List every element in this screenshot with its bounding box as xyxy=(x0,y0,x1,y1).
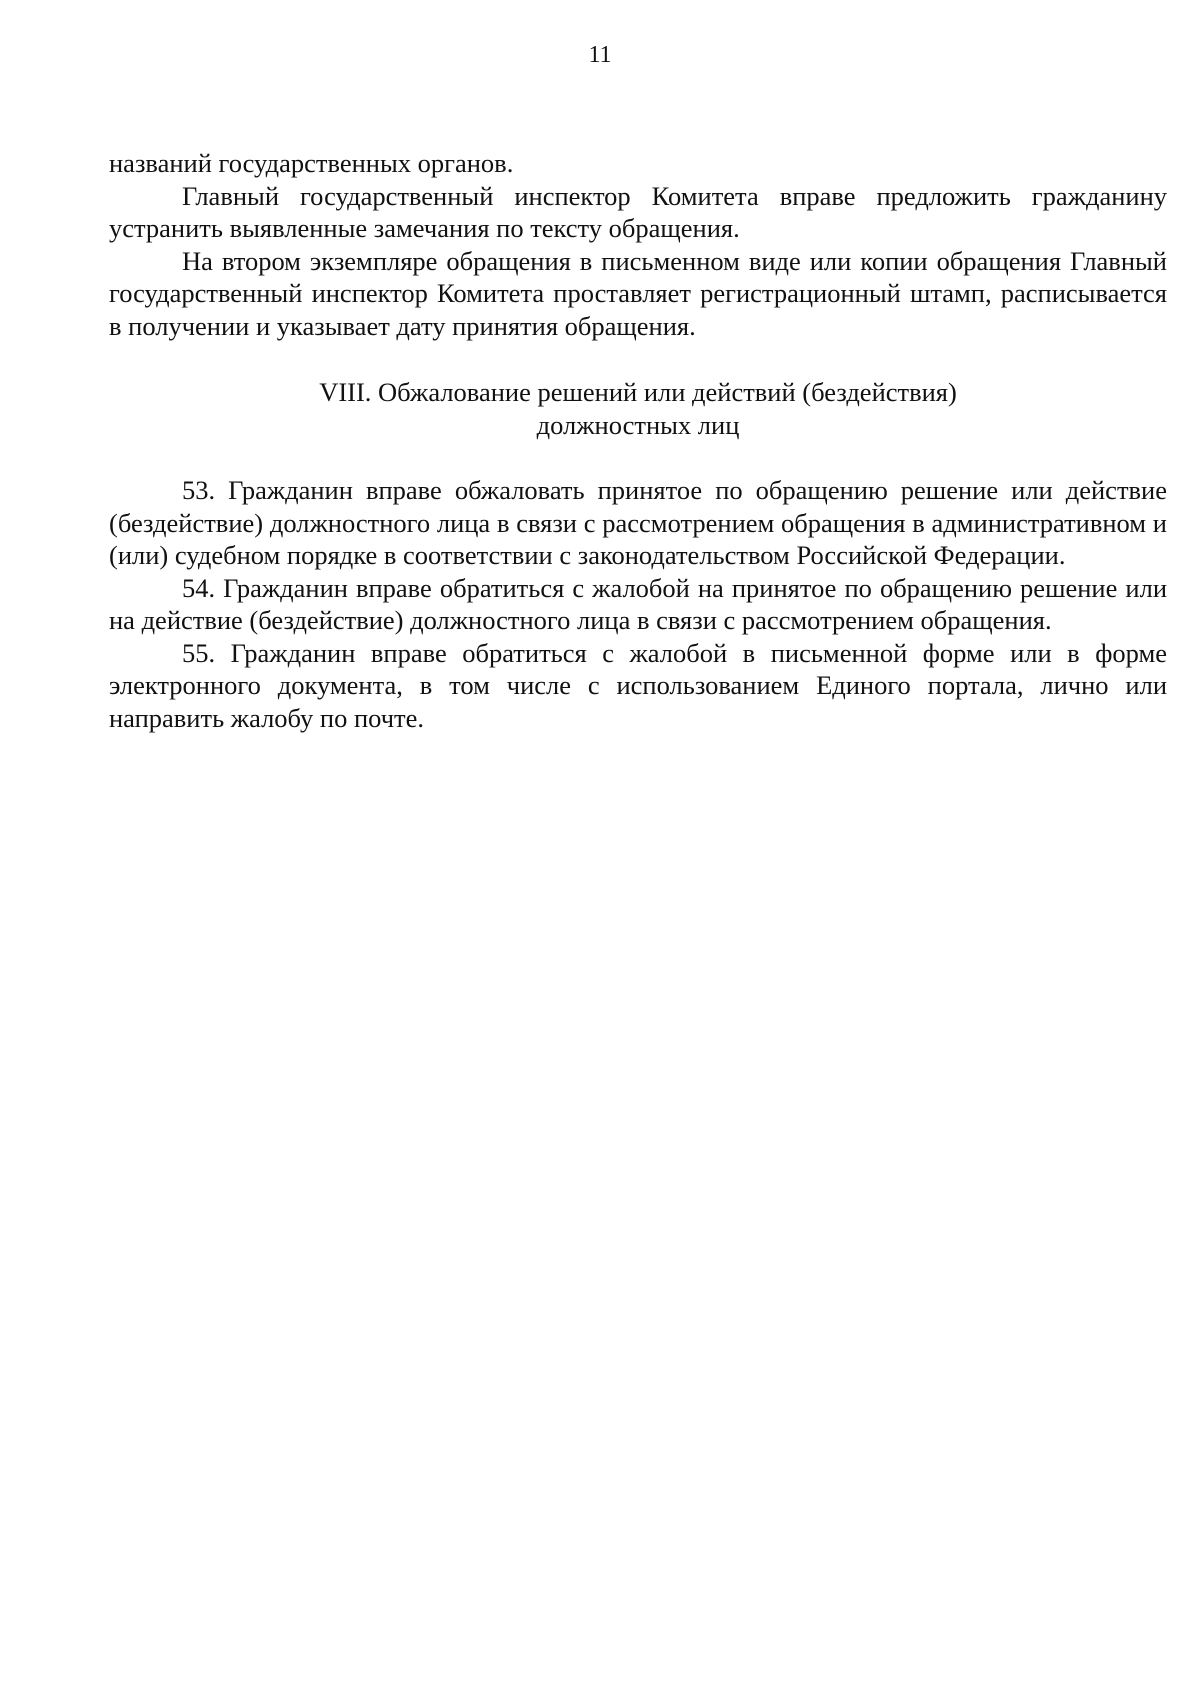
paragraph-53: 53. Гражданин вправе обжаловать принятое по обращению решение или действие (бездействие) должностного лица в связи с рассмотрением обращения в административном и (или) судебном порядке в соответствии с законодательством Российской Федерации. xyxy=(109,475,1167,570)
paragraph-continuation: названий государственных органов. xyxy=(109,148,514,178)
paragraph-55: 55. Гражданин вправе обратиться с жалобой в письменной форме или в форме электронного документа, в том числе с использованием Единого портала, лично или направить жалобу по почте. xyxy=(109,637,1167,733)
paragraph-inspector-suggestion: Главный государственный инспектор Комитета вправе предложить гражданину устранить выявленные замечания по тексту обращения. xyxy=(109,180,1167,243)
section-heading-line-1: VIII. Обжалование решений или действий (бездействия) xyxy=(319,377,957,407)
section-heading-line-2: должностных лиц xyxy=(536,409,740,440)
section-heading xyxy=(109,376,1167,441)
page-number: 11 xyxy=(588,42,612,68)
paragraph-54: 54. Гражданин вправе обратиться с жалобой на принятое по обращению решение или на действие (бездействие) должностного лица в связи с рассмотрением обращения. xyxy=(109,572,1167,635)
paragraph-registration-stamp: На втором экземпляре обращения в письменном виде или копии обращения Главный государственный инспектор Комитета проставляет регистрационный штамп, расписывается в получении и указывает дату принятия обращения. xyxy=(109,245,1167,341)
document-body xyxy=(109,147,1167,734)
